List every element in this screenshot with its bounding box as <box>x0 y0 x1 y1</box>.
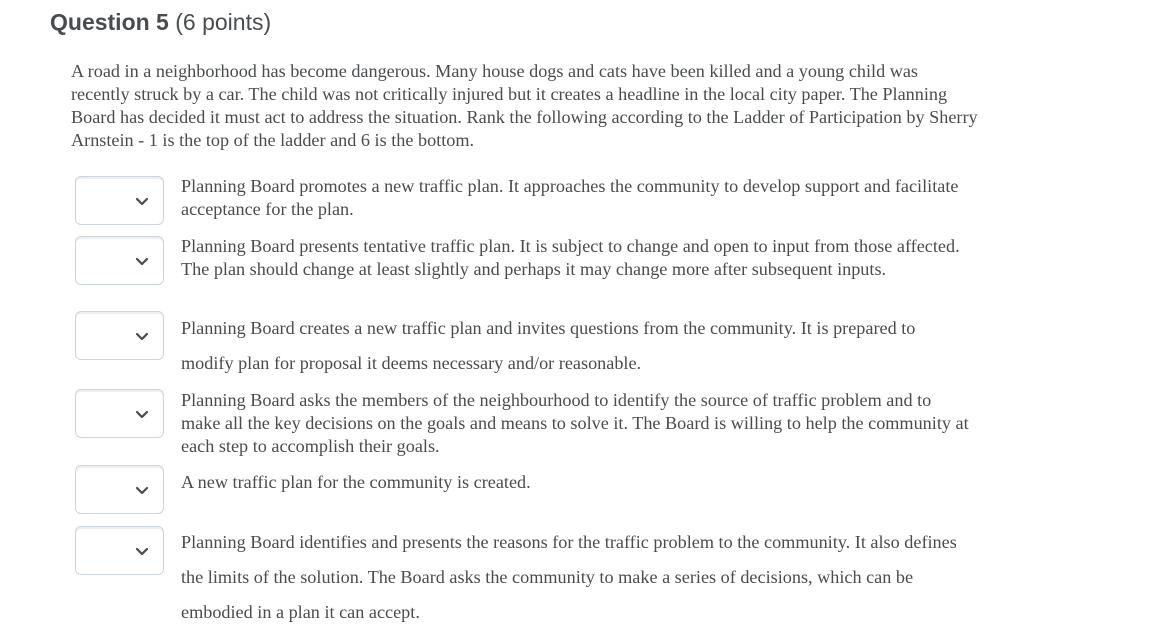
rank-select-1[interactable] <box>75 176 164 225</box>
chevron-down-icon <box>135 547 149 557</box>
question-prompt: A road in a neighborhood has become dangerous. Many house dogs and cats have been killed and a young child was recently struck by a car. The child was not critically injured but it creates a headline in the local city paper. The Planning Board has decided it must act to address the situation. Rank the following according to the Ladder of Participation by Sherry Arnstein - 1 is the top of the ladder and 6 is the bottom. <box>71 61 978 150</box>
rank-select-5[interactable] <box>75 465 164 514</box>
chevron-down-icon <box>135 486 149 496</box>
rank-item-text-3: Planning Board creates a new traffic plan and invites questions from the community. It is prepared to modify plan for proposal it deems necessary and/or reasonable. <box>181 318 916 373</box>
chevron-down-icon <box>135 332 149 342</box>
question-points: (6 points) <box>175 9 272 35</box>
rank-item-text-2: Planning Board presents tentative traffic plan. It is subject to change and open to input from those affected. The plan should change at least slightly and perhaps it may change more after subsequent inputs. <box>181 236 960 279</box>
chevron-down-icon <box>135 257 149 267</box>
rank-select-4[interactable] <box>75 389 164 438</box>
chevron-down-icon <box>135 410 149 420</box>
rank-item-text-5: A new traffic plan for the community is created. <box>181 472 531 492</box>
rank-select-3[interactable] <box>75 311 164 360</box>
rank-item-text-1: Planning Board promotes a new traffic plan. It approaches the community to develop support and facilitate acceptance for the plan. <box>181 176 959 219</box>
chevron-down-icon <box>135 197 149 207</box>
rank-select-6[interactable] <box>75 526 164 575</box>
question-title: Question 5 <box>50 9 169 35</box>
question-header <box>50 9 271 36</box>
rank-item-text-4: Planning Board asks the members of the neighbourhood to identify the source of traffic problem and to make all the key decisions on the goals and means to solve it. The Board is willing to help the community at each step to accomplish their goals. <box>181 390 969 456</box>
rank-item-text-6: Planning Board identifies and presents the reasons for the traffic problem to the community. It also defines the limits of the solution. The Board asks the community to make a series of decisions, which can be embodied in a plan it can accept. <box>181 532 957 622</box>
rank-select-2[interactable] <box>75 236 164 285</box>
